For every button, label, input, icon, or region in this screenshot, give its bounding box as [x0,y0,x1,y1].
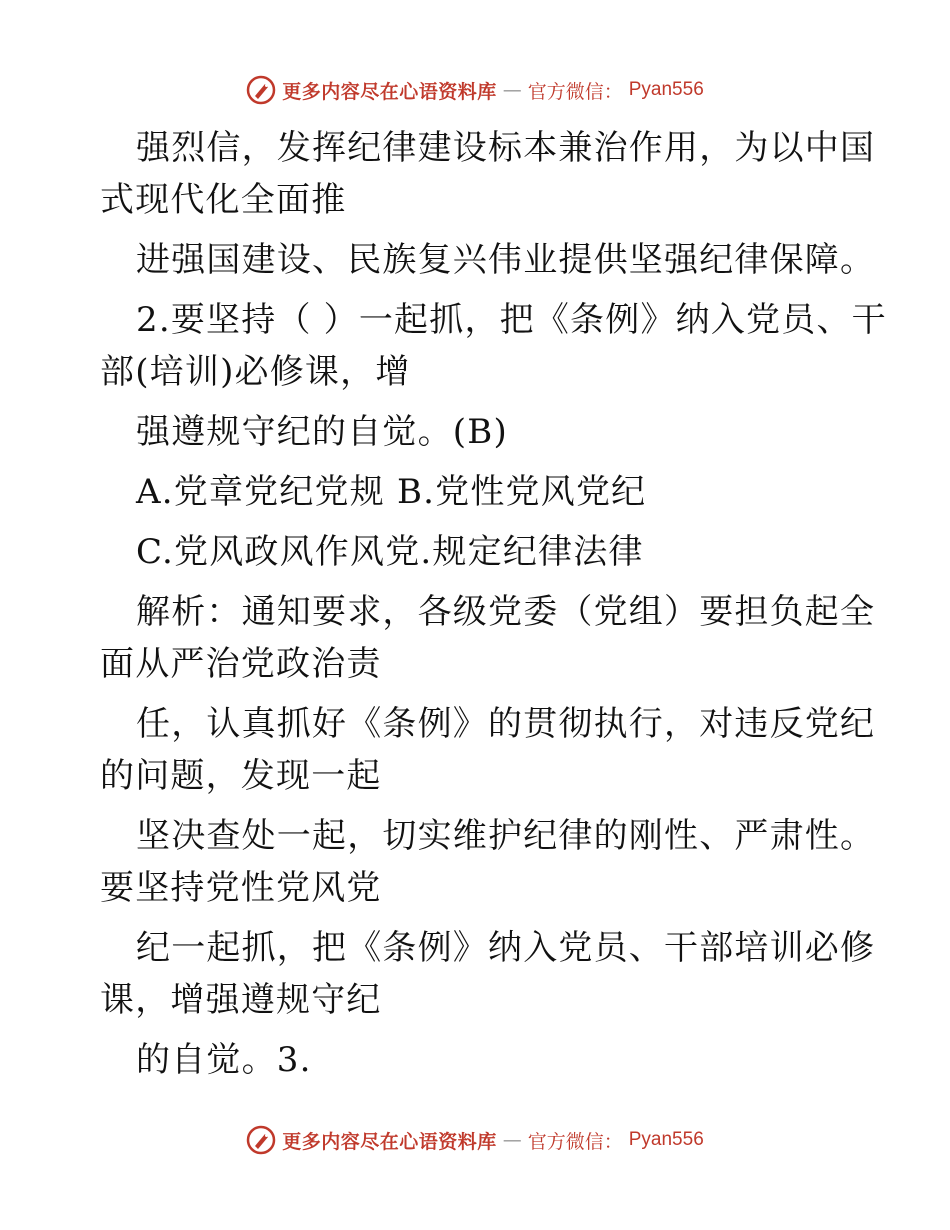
watermark-wechat-label: 官方微信： [527,1130,623,1153]
watermark-content [246,75,704,105]
text-line: 坚决查处一起，切实维护纪律的刚性、严肃性。 [136,816,876,856]
text-line: 要坚持党性党风党 [100,868,382,908]
watermark-main-text: 更多内容尽在心语资料库 [282,1130,497,1153]
option-line: A.党章党纪党规 B.党性党风党纪 [136,472,647,512]
text-line: 面从严治党政治责 [100,644,382,684]
option-line: C.党风政风作风党.规定纪律法律 [136,532,644,572]
fountain-pen-logo-icon [246,75,276,105]
text-line: 的自觉。3. [136,1040,312,1080]
document-body [100,122,887,1086]
watermark-separator: — [502,79,522,101]
text-line: 的问题，发现一起 [100,756,382,796]
text-line: 强遵规守纪的自觉。(B) [136,412,508,452]
watermark-wechat-id: Pyan556 [628,79,704,100]
text-line: 部(培训)必修课，增 [100,352,411,392]
footer-watermark [0,1120,950,1160]
text-line: 解析：通知要求，各级党委（党组）要担负起全 [136,592,876,632]
watermark-wechat-label: 官方微信： [527,80,623,103]
text-line: 式现代化全面推 [100,180,347,220]
fountain-pen-logo-icon [246,1125,276,1155]
text-line: 强烈信，发挥纪律建设标本兼治作用，为以中国 [136,128,876,168]
text-line: 纪一起抓，把《条例》纳入党员、干部培训必修 [136,928,876,968]
watermark-content [246,1125,704,1155]
text-line: 任，认真抓好《条例》的贯彻执行，对违反党纪 [136,704,876,744]
text-line: 课，增强遵规守纪 [100,980,382,1020]
watermark-separator: — [502,1129,522,1151]
text-line: 2.要坚持（ ）一起抓，把《条例》纳入党员、干 [136,300,887,340]
watermark-wechat-id: Pyan556 [628,1129,704,1150]
header-watermark [0,70,950,110]
text-line: 进强国建设、民族复兴伟业提供坚强纪律保障。 [136,240,876,280]
watermark-main-text: 更多内容尽在心语资料库 [282,80,497,103]
